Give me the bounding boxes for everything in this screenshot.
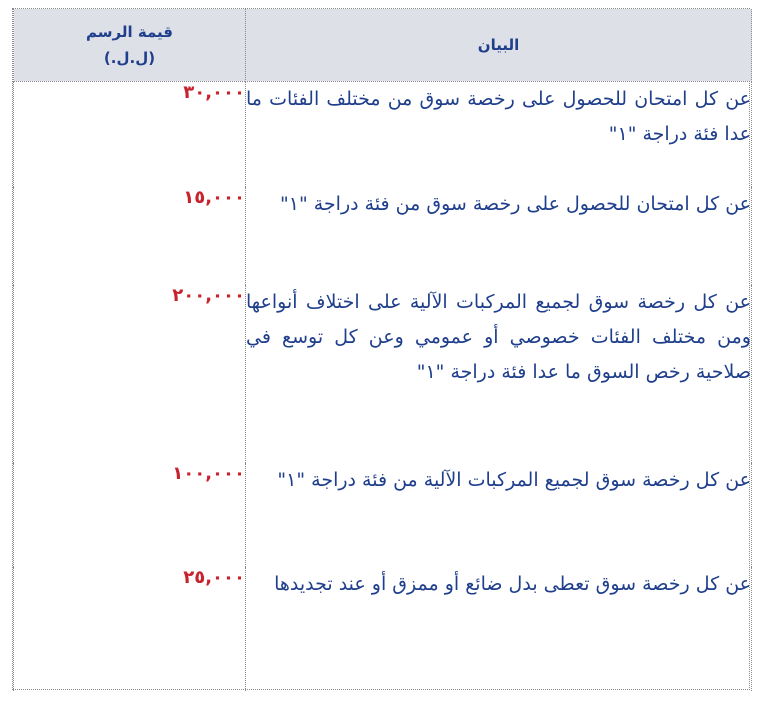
row-fee: ١٥,٠٠٠ [14,187,246,285]
fees-table [13,9,752,691]
fee-header-title: قيمة الرسم [86,22,173,41]
table-row [14,567,752,691]
table-row [14,285,752,463]
row-description: عن كل امتحان للحصول على رخصة سوق من مختلف الفئات ما عدا فئة دراجة "١" [246,81,752,187]
fee-header-currency: (ل.ل.) [103,48,156,67]
table-header-row [14,9,752,81]
row-description: عن كل امتحان للحصول على رخصة سوق من فئة دراجة "١" [246,187,752,285]
table-row [14,187,752,285]
row-description: عن كل رخصة سوق لجميع المركبات الآلية من فئة دراجة "١" [246,463,752,567]
table-row [14,81,752,187]
row-fee: ٣٠,٠٠٠ [14,81,246,187]
row-fee: ١٠٠,٠٠٠ [14,463,246,567]
fee-column-header [14,9,246,81]
row-fee: ٢٥,٠٠٠ [14,567,246,691]
table-row [14,463,752,567]
fees-table-container [12,8,750,690]
description-column-header: البيان [246,9,752,81]
row-description: عن كل رخصة سوق تعطى بدل ضائع أو ممزق أو عند تجديدها [246,567,752,691]
row-description: عن كل رخصة سوق لجميع المركبات الآلية على اختلاف أنواعها ومن مختلف الفئات خصوصي أو عمومي وعن كل توسع في صلاحية رخص السوق ما عدا فئة دراجة "١" [246,285,752,463]
row-fee: ٢٠٠,٠٠٠ [14,285,246,463]
